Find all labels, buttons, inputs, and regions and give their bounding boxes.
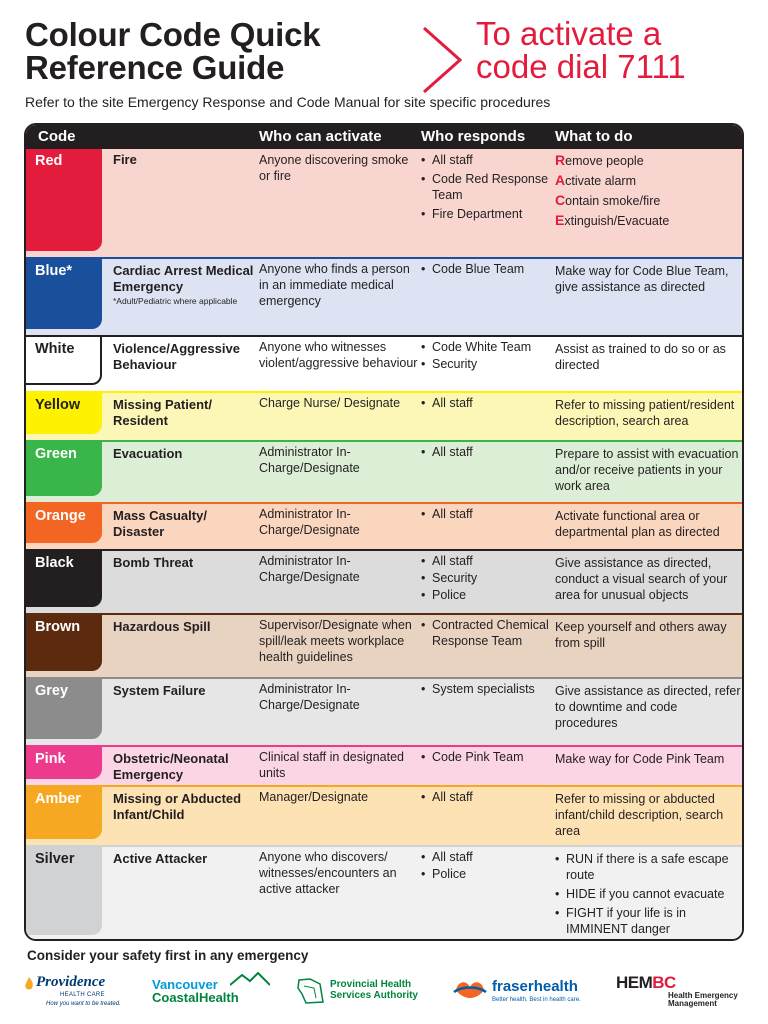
code-swatch-grey bbox=[26, 679, 102, 739]
what-to-do: Refer to missing or abducted infant/child description, search area bbox=[555, 792, 724, 838]
code-name: Missing or Abducted Infant/Child bbox=[113, 791, 242, 822]
table-row bbox=[26, 845, 742, 941]
code-label: Brown bbox=[35, 619, 81, 635]
code-name: Active Attacker bbox=[113, 851, 208, 866]
who-responds-list bbox=[421, 749, 551, 766]
code-label: Yellow bbox=[35, 397, 81, 413]
code-name: Violence/Aggressive Behaviour bbox=[113, 341, 240, 372]
phsa-logo: Provincial Health Services Authority bbox=[296, 972, 436, 1012]
code-label: Grey bbox=[35, 683, 69, 699]
table-row bbox=[26, 549, 742, 613]
subtitle: Refer to the site Emergency Response and Code Manual for site specific procedures bbox=[25, 94, 551, 110]
table-row bbox=[26, 335, 742, 391]
list-item: • System specialists bbox=[421, 681, 551, 697]
who-responds-list bbox=[421, 506, 551, 523]
list-item: • All staff bbox=[421, 849, 551, 865]
who-can-activate: Administrator In-Charge/Designate bbox=[259, 682, 360, 712]
who-can-activate: Anyone who witnesses violent/aggressive behaviour bbox=[259, 340, 418, 370]
what-to-do: Assist as trained to do so or as directed bbox=[555, 342, 726, 372]
race-step: Remove people bbox=[555, 152, 644, 168]
table-row bbox=[26, 257, 742, 335]
who-responds-list bbox=[421, 553, 551, 604]
header-who-can-activate: Who can activate bbox=[259, 128, 382, 145]
what-to-do: Prepare to assist with evacuation and/or receive patients in your work area bbox=[555, 447, 739, 493]
table-header bbox=[26, 125, 742, 149]
list-item: • Code Blue Team bbox=[421, 261, 551, 277]
who-responds-list bbox=[421, 617, 551, 650]
table-row bbox=[26, 785, 742, 845]
header bbox=[0, 0, 768, 124]
who-responds-list bbox=[421, 789, 551, 806]
race-step: Extinguish/Evacuate bbox=[555, 212, 670, 228]
activate-line-1: To activate a bbox=[476, 15, 662, 52]
hembc-logo: HEMBC Health Emergency Management bbox=[616, 973, 738, 1008]
code-swatch-white bbox=[26, 337, 102, 385]
title-line-1: Colour Code Quick bbox=[25, 16, 321, 53]
who-can-activate: Supervisor/Designate when spill/leak meets workplace health guidelines bbox=[259, 618, 412, 664]
code-name: Bomb Threat bbox=[113, 555, 194, 570]
code-name: Obstetric/Neonatal Emergency bbox=[113, 751, 229, 782]
who-can-activate: Anyone discovering smoke or fire bbox=[259, 153, 409, 183]
code-swatch-blue bbox=[26, 259, 102, 329]
code-swatch-silver bbox=[26, 847, 102, 935]
race-step: Activate alarm bbox=[555, 172, 636, 188]
header-code: Code bbox=[38, 128, 76, 145]
code-note: *Adult/Pediatric where applicable bbox=[113, 296, 238, 306]
who-can-activate: Anyone who finds a person in an immediate medical emergency bbox=[259, 262, 410, 308]
list-item: • Police bbox=[421, 866, 551, 882]
code-name: Evacuation bbox=[113, 446, 183, 461]
what-to-do: Give assistance as directed, conduct a visual search of your area for unusual objects bbox=[555, 556, 728, 602]
code-label: Silver bbox=[35, 851, 75, 867]
code-name: System Failure bbox=[113, 683, 206, 698]
vancouver-coastal-health-logo: Vancouver CoastalHealth bbox=[152, 972, 280, 1012]
list-item: • Code Red Response Team bbox=[421, 171, 551, 203]
code-name: Missing Patient/ Resident bbox=[113, 397, 212, 428]
activation-instructions bbox=[476, 17, 686, 83]
list-item: • All staff bbox=[421, 506, 551, 522]
heart-swoosh-icon bbox=[452, 976, 488, 1000]
who-can-activate: Clinical staff in designated units bbox=[259, 750, 404, 780]
who-can-activate: Administrator In-Charge/Designate bbox=[259, 554, 360, 584]
code-name: Fire bbox=[113, 152, 137, 167]
who-responds-list bbox=[421, 395, 551, 412]
who-responds-list bbox=[421, 681, 551, 698]
list-item: • All staff bbox=[421, 395, 551, 411]
list-item: • Code Pink Team bbox=[421, 749, 551, 765]
table-row bbox=[26, 440, 742, 502]
who-responds-list bbox=[421, 261, 551, 278]
code-label: Green bbox=[35, 446, 77, 462]
code-table bbox=[24, 123, 744, 941]
fraser-health-logo: fraserhealth Better health. Best in health care. bbox=[452, 972, 592, 1012]
page-title bbox=[25, 18, 425, 84]
code-swatch-brown bbox=[26, 615, 102, 671]
providence-logo: Providence HEALTH CARE How you want to be treated. bbox=[22, 972, 142, 1012]
table-row bbox=[26, 613, 742, 677]
title-line-2: Reference Guide bbox=[25, 49, 285, 86]
who-can-activate: Charge Nurse/ Designate bbox=[259, 396, 401, 410]
list-item: • Police bbox=[421, 587, 551, 603]
list-item: • All staff bbox=[421, 789, 551, 805]
code-label: Amber bbox=[35, 791, 81, 807]
table-row bbox=[26, 502, 742, 549]
code-name: Hazardous Spill bbox=[113, 619, 211, 634]
mountain-icon bbox=[230, 972, 270, 986]
code-name: Cardiac Arrest Medical Emergency *Adult/Pediatric where applicable bbox=[113, 263, 258, 307]
list-item: • Contracted Chemical Response Team bbox=[421, 617, 551, 649]
code-label: Black bbox=[35, 555, 74, 571]
list-item: • HIDE if you cannot evacuate bbox=[555, 886, 742, 902]
code-swatch-black bbox=[26, 551, 102, 607]
code-swatch-orange bbox=[26, 504, 102, 543]
list-item: • All staff bbox=[421, 553, 551, 569]
list-item: • Code White Team bbox=[421, 339, 551, 355]
list-item: • All staff bbox=[421, 152, 551, 168]
list-item: • Security bbox=[421, 356, 551, 372]
what-to-do: Give assistance as directed, refer to downtime and code procedures bbox=[555, 684, 741, 730]
list-item: • FIGHT if your life is in IMMINENT danger bbox=[555, 905, 742, 937]
what-to-do: Activate functional area or departmental plan as directed bbox=[555, 509, 720, 539]
flame-icon bbox=[22, 976, 36, 992]
what-to-do-race bbox=[555, 152, 742, 232]
what-to-do: Make way for Code Pink Team bbox=[555, 752, 725, 766]
code-swatch-red bbox=[26, 149, 102, 251]
who-responds-list bbox=[421, 339, 551, 373]
what-to-do: Make way for Code Blue Team, give assistance as directed bbox=[555, 264, 729, 294]
who-responds-list bbox=[421, 444, 551, 461]
list-item: • Fire Department bbox=[421, 206, 551, 222]
list-item: • All staff bbox=[421, 444, 551, 460]
who-can-activate: Manager/Designate bbox=[259, 790, 369, 804]
activate-line-2: code dial 7111 bbox=[476, 48, 686, 85]
table-row bbox=[26, 149, 742, 257]
who-responds-list bbox=[421, 152, 551, 225]
code-swatch-amber bbox=[26, 787, 102, 839]
code-label: Pink bbox=[35, 751, 66, 767]
race-step: Contain smoke/fire bbox=[555, 192, 661, 208]
who-can-activate: Anyone who discovers/ witnesses/encounters an active attacker bbox=[259, 850, 397, 896]
table-row bbox=[26, 745, 742, 785]
bc-map-icon bbox=[296, 976, 326, 1006]
table-row bbox=[26, 677, 742, 745]
code-label: Red bbox=[35, 153, 63, 169]
safety-note: Consider your safety first in any emergency bbox=[27, 948, 309, 963]
table-row bbox=[26, 391, 742, 440]
what-to-do: Refer to missing patient/resident description, search area bbox=[555, 398, 735, 428]
code-swatch-green bbox=[26, 442, 102, 496]
what-to-do: Keep yourself and others away from spill bbox=[555, 620, 727, 650]
code-name: Mass Casualty/ Disaster bbox=[113, 508, 207, 539]
who-can-activate: Administrator In-Charge/Designate bbox=[259, 507, 360, 537]
who-responds-list bbox=[421, 849, 551, 883]
header-what-to-do: What to do bbox=[555, 128, 633, 145]
what-to-do-list bbox=[555, 851, 742, 940]
code-label: Orange bbox=[35, 508, 86, 524]
chevron-right-icon bbox=[420, 24, 464, 96]
list-item: • Security bbox=[421, 570, 551, 586]
header-who-responds: Who responds bbox=[421, 128, 526, 145]
code-swatch-yellow bbox=[26, 393, 102, 434]
list-item: • RUN if there is a safe escape route bbox=[555, 851, 742, 883]
code-label: Blue* bbox=[35, 263, 73, 279]
code-swatch-pink bbox=[26, 747, 102, 779]
who-can-activate: Administrator In-Charge/Designate bbox=[259, 445, 360, 475]
code-label: White bbox=[35, 341, 75, 357]
